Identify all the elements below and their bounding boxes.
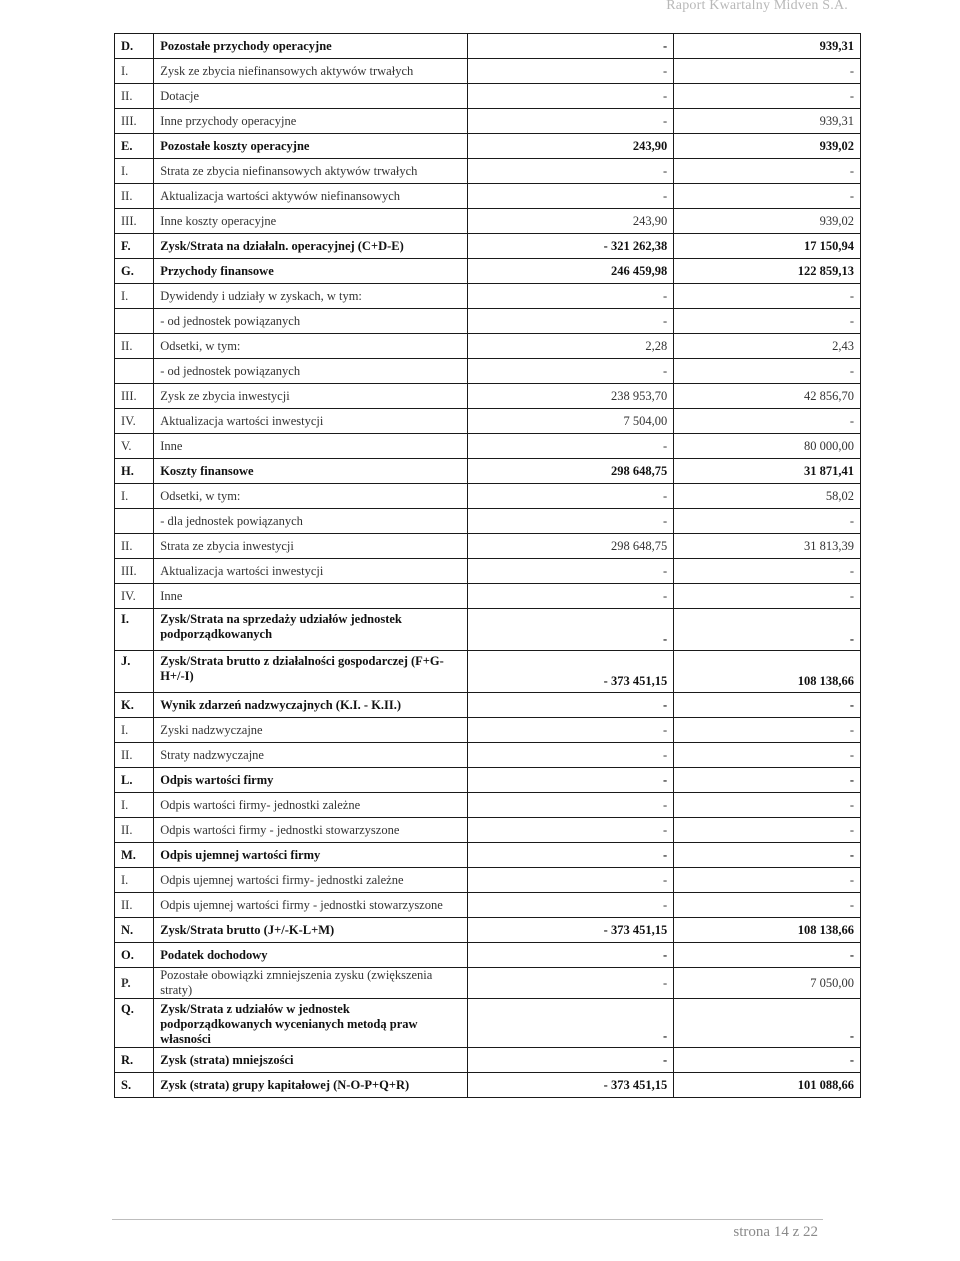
table-row: [115, 818, 861, 843]
row-value-previous: -: [674, 409, 861, 434]
row-code: [115, 309, 154, 334]
row-value-previous: 31 813,39: [674, 534, 861, 559]
row-code: II.: [115, 84, 154, 109]
row-value-previous: -: [674, 743, 861, 768]
row-code: II.: [115, 334, 154, 359]
table-row: [115, 918, 861, 943]
table-row: [115, 484, 861, 509]
row-label: Zysk ze zbycia inwestycji: [154, 384, 468, 409]
row-value-previous: 108 138,66: [674, 651, 861, 693]
row-value-previous: -: [674, 1048, 861, 1073]
row-value-current: 7 504,00: [467, 409, 673, 434]
row-label: Podatek dochodowy: [154, 943, 468, 968]
row-value-previous: -: [674, 868, 861, 893]
row-value-previous: -: [674, 59, 861, 84]
row-value-current: -: [467, 818, 673, 843]
row-value-current: -: [467, 159, 673, 184]
row-label: Zysk/Strata na działaln. operacyjnej (C+D-E): [154, 234, 468, 259]
row-code: I.: [115, 59, 154, 84]
row-value-previous: 31 871,41: [674, 459, 861, 484]
row-label: Inne: [154, 584, 468, 609]
row-code: I.: [115, 484, 154, 509]
row-value-current: -: [467, 793, 673, 818]
row-label: Odpis wartości firmy- jednostki zależne: [154, 793, 468, 818]
table-row: [115, 109, 861, 134]
row-value-previous: -: [674, 818, 861, 843]
table-row: [115, 609, 861, 651]
row-value-previous: -: [674, 284, 861, 309]
row-code: F.: [115, 234, 154, 259]
row-label: Odpis wartości firmy: [154, 768, 468, 793]
row-code: I.: [115, 284, 154, 309]
row-code: P.: [115, 968, 154, 999]
row-code: IV.: [115, 409, 154, 434]
row-value-current: -: [467, 999, 673, 1048]
row-label: Pozostałe koszty operacyjne: [154, 134, 468, 159]
row-code: J.: [115, 651, 154, 693]
table-row: [115, 134, 861, 159]
table-row: [115, 693, 861, 718]
row-label: Zysk/Strata brutto (J+/-K-L+M): [154, 918, 468, 943]
row-value-current: -: [467, 84, 673, 109]
row-code: H.: [115, 459, 154, 484]
row-code: II.: [115, 743, 154, 768]
table-row: [115, 84, 861, 109]
row-value-current: -: [467, 943, 673, 968]
row-code: L.: [115, 768, 154, 793]
row-value-current: -: [467, 718, 673, 743]
row-value-previous: -: [674, 559, 861, 584]
row-value-current: -: [467, 484, 673, 509]
row-code: G.: [115, 259, 154, 284]
table-row: [115, 209, 861, 234]
row-code: I.: [115, 793, 154, 818]
row-label: Aktualizacja wartości inwestycji: [154, 409, 468, 434]
row-value-previous: -: [674, 999, 861, 1048]
row-value-current: - 373 451,15: [467, 1073, 673, 1098]
row-value-previous: -: [674, 584, 861, 609]
row-code: M.: [115, 843, 154, 868]
table-row: [115, 651, 861, 693]
table-row: [115, 234, 861, 259]
row-value-previous: -: [674, 184, 861, 209]
row-value-current: -: [467, 184, 673, 209]
row-label: Inne przychody operacyjne: [154, 109, 468, 134]
row-value-previous: -: [674, 359, 861, 384]
row-value-current: -: [467, 109, 673, 134]
row-label: Inne: [154, 434, 468, 459]
row-value-current: -: [467, 893, 673, 918]
row-code: D.: [115, 34, 154, 59]
financial-statement-body: [115, 34, 861, 1098]
row-value-previous: 17 150,94: [674, 234, 861, 259]
row-value-previous: 7 050,00: [674, 968, 861, 999]
row-label: Wynik zdarzeń nadzwyczajnych (K.I. - K.II.): [154, 693, 468, 718]
row-value-current: 2,28: [467, 334, 673, 359]
row-value-previous: -: [674, 843, 861, 868]
table-row: [115, 843, 861, 868]
table-row: [115, 1073, 861, 1098]
row-code: III.: [115, 109, 154, 134]
row-code: II.: [115, 818, 154, 843]
row-code: S.: [115, 1073, 154, 1098]
row-value-previous: 108 138,66: [674, 918, 861, 943]
row-value-current: -: [467, 968, 673, 999]
row-value-previous: -: [674, 84, 861, 109]
row-code: O.: [115, 943, 154, 968]
row-code: I.: [115, 159, 154, 184]
row-value-current: -: [467, 843, 673, 868]
table-row: [115, 943, 861, 968]
row-value-previous: -: [674, 768, 861, 793]
row-value-current: -: [467, 743, 673, 768]
table-row: [115, 309, 861, 334]
row-code: I.: [115, 718, 154, 743]
row-value-previous: 939,31: [674, 109, 861, 134]
table-row: [115, 384, 861, 409]
table-row: [115, 259, 861, 284]
row-value-previous: 2,43: [674, 334, 861, 359]
row-label: Aktualizacja wartości inwestycji: [154, 559, 468, 584]
table-row: [115, 768, 861, 793]
row-label: Koszty finansowe: [154, 459, 468, 484]
row-label: Odsetki, w tym:: [154, 484, 468, 509]
row-code: II.: [115, 893, 154, 918]
row-label: Pozostałe obowiązki zmniejszenia zysku (zwiększenia straty): [154, 968, 468, 999]
row-label: Pozostałe przychody operacyjne: [154, 34, 468, 59]
row-value-current: -: [467, 34, 673, 59]
row-value-current: 246 459,98: [467, 259, 673, 284]
row-value-current: -: [467, 59, 673, 84]
row-label: Zysk (strata) grupy kapitałowej (N-O-P+Q+R): [154, 1073, 468, 1098]
row-code: IV.: [115, 584, 154, 609]
row-code: I.: [115, 868, 154, 893]
row-code: III.: [115, 384, 154, 409]
row-value-previous: 80 000,00: [674, 434, 861, 459]
row-value-current: 238 953,70: [467, 384, 673, 409]
row-value-current: -: [467, 768, 673, 793]
row-value-current: -: [467, 559, 673, 584]
table-row: [115, 968, 861, 999]
row-value-current: -: [467, 284, 673, 309]
table-row: [115, 893, 861, 918]
row-label: Zysk/Strata brutto z działalności gospodarczej (F+G-H+/-I): [154, 651, 468, 693]
row-code: I.: [115, 609, 154, 651]
table-row: [115, 59, 861, 84]
row-value-current: 243,90: [467, 209, 673, 234]
row-value-current: -: [467, 309, 673, 334]
row-code: II.: [115, 184, 154, 209]
row-label: Inne koszty operacyjne: [154, 209, 468, 234]
table-row: [115, 584, 861, 609]
table-row: [115, 559, 861, 584]
row-value-current: -: [467, 693, 673, 718]
row-label: Zysk ze zbycia niefinansowych aktywów trwałych: [154, 59, 468, 84]
row-code: N.: [115, 918, 154, 943]
row-value-previous: -: [674, 793, 861, 818]
table-row: [115, 284, 861, 309]
row-label: Strata ze zbycia niefinansowych aktywów trwałych: [154, 159, 468, 184]
row-label: Odpis ujemnej wartości firmy - jednostki stowarzyszone: [154, 893, 468, 918]
row-label: Dywidendy i udziały w zyskach, w tym:: [154, 284, 468, 309]
row-value-current: -: [467, 584, 673, 609]
table-row: [115, 434, 861, 459]
row-value-previous: 58,02: [674, 484, 861, 509]
report-header-title: Raport Kwartalny Midven S.A.: [666, 0, 848, 13]
row-value-current: - 373 451,15: [467, 651, 673, 693]
row-value-current: - 373 451,15: [467, 918, 673, 943]
row-value-current: -: [467, 359, 673, 384]
row-value-previous: -: [674, 693, 861, 718]
row-code: R.: [115, 1048, 154, 1073]
row-value-previous: 939,31: [674, 34, 861, 59]
row-value-previous: -: [674, 609, 861, 651]
row-label: Zysk/Strata na sprzedaży udziałów jednostek podporządkowanych: [154, 609, 468, 651]
row-value-previous: 939,02: [674, 134, 861, 159]
table-row: [115, 868, 861, 893]
row-label: Straty nadzwyczajne: [154, 743, 468, 768]
row-value-current: 298 648,75: [467, 459, 673, 484]
row-value-previous: -: [674, 943, 861, 968]
row-code: [115, 509, 154, 534]
row-label: Przychody finansowe: [154, 259, 468, 284]
table-row: [115, 359, 861, 384]
row-value-previous: -: [674, 509, 861, 534]
row-value-current: -: [467, 434, 673, 459]
row-value-previous: -: [674, 309, 861, 334]
table-row: [115, 459, 861, 484]
row-value-previous: 122 859,13: [674, 259, 861, 284]
row-value-previous: -: [674, 718, 861, 743]
row-label: Zysk/Strata z udziałów w jednostek podporządkowanych wycenianych metodą praw własności: [154, 999, 468, 1048]
table-row: [115, 718, 861, 743]
row-code: [115, 359, 154, 384]
row-code: III.: [115, 209, 154, 234]
table-row: [115, 1048, 861, 1073]
row-label: Zysk (strata) mniejszości: [154, 1048, 468, 1073]
row-code: II.: [115, 534, 154, 559]
table-row: [115, 159, 861, 184]
row-value-current: 243,90: [467, 134, 673, 159]
table-row: [115, 184, 861, 209]
table-row: [115, 999, 861, 1048]
row-label: Zyski nadzwyczajne: [154, 718, 468, 743]
row-label: Odpis ujemnej wartości firmy- jednostki zależne: [154, 868, 468, 893]
table-row: [115, 334, 861, 359]
row-value-current: -: [467, 1048, 673, 1073]
row-value-previous: -: [674, 159, 861, 184]
row-value-current: -: [467, 609, 673, 651]
row-label: Odsetki, w tym:: [154, 334, 468, 359]
row-code: E.: [115, 134, 154, 159]
row-code: Q.: [115, 999, 154, 1048]
row-label: - dla jednostek powiązanych: [154, 509, 468, 534]
row-value-current: 298 648,75: [467, 534, 673, 559]
row-code: III.: [115, 559, 154, 584]
row-value-current: - 321 262,38: [467, 234, 673, 259]
row-label: - od jednostek powiązanych: [154, 359, 468, 384]
row-label: Odpis wartości firmy - jednostki stowarzyszone: [154, 818, 468, 843]
table-row: [115, 509, 861, 534]
financial-statement-table: [114, 33, 861, 1098]
table-row: [115, 743, 861, 768]
table-row: [115, 34, 861, 59]
table-row: [115, 793, 861, 818]
row-value-current: -: [467, 509, 673, 534]
row-value-previous: 939,02: [674, 209, 861, 234]
footer-divider: [112, 1219, 823, 1220]
row-value-previous: 42 856,70: [674, 384, 861, 409]
row-code: K.: [115, 693, 154, 718]
row-label: Odpis ujemnej wartości firmy: [154, 843, 468, 868]
page-number: strona 14 z 22: [733, 1224, 818, 1240]
table-row: [115, 534, 861, 559]
row-label: Aktualizacja wartości aktywów niefinansowych: [154, 184, 468, 209]
row-label: Strata ze zbycia inwestycji: [154, 534, 468, 559]
table-row: [115, 409, 861, 434]
row-label: Dotacje: [154, 84, 468, 109]
row-value-previous: 101 088,66: [674, 1073, 861, 1098]
row-value-current: -: [467, 868, 673, 893]
row-value-previous: -: [674, 893, 861, 918]
row-code: V.: [115, 434, 154, 459]
row-label: - od jednostek powiązanych: [154, 309, 468, 334]
